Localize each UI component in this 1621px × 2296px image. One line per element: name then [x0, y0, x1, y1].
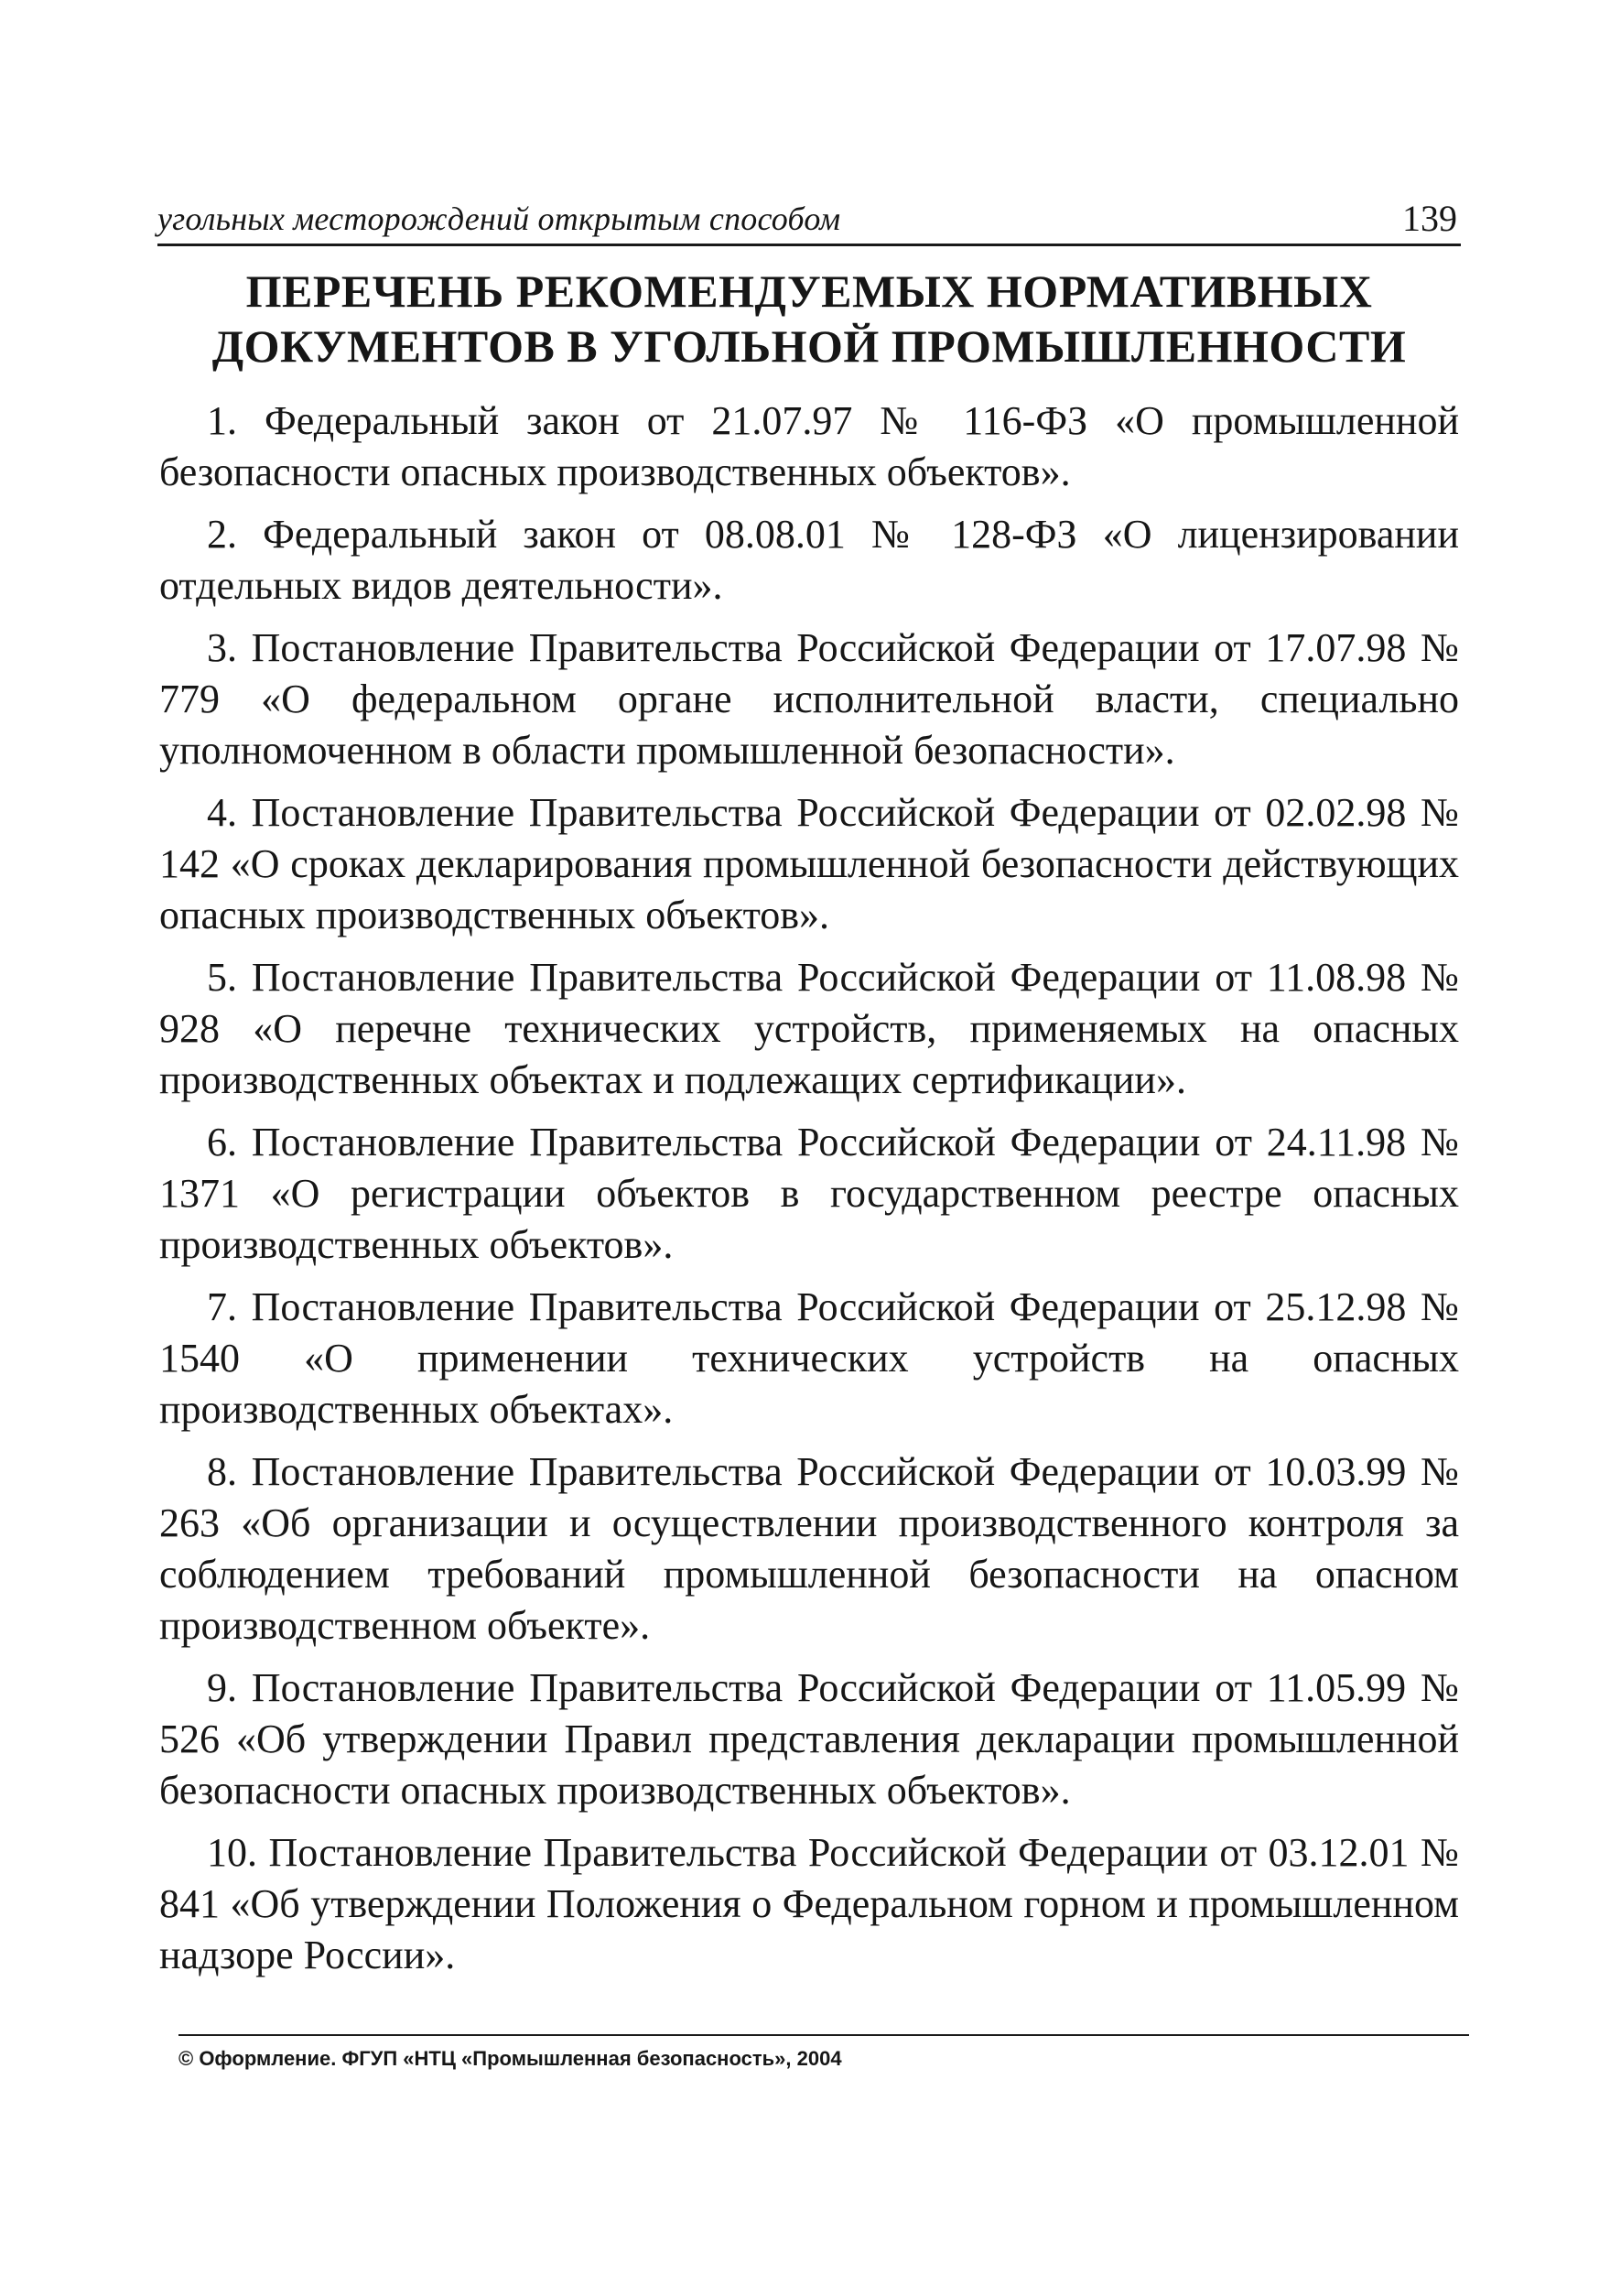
list-item: 9. Постановление Правительства Российской Федерации от 11.05.99 № 526 «Об утверждении Правил представления декларации промышленной безопасности опасных производственных объектов». — [159, 1665, 1459, 1813]
regulation-list — [159, 395, 1459, 1992]
document-title — [157, 264, 1461, 374]
document-title-line-2: ДОКУМЕНТОВ В УГОЛЬНОЙ ПРОМЫШЛЕННОСТИ — [211, 320, 1407, 372]
running-header — [157, 189, 1461, 246]
document-title-line-1: ПЕРЕЧЕНЬ РЕКОМЕНДУЕМЫХ НОРМАТИВНЫХ — [245, 265, 1373, 317]
list-item: 10. Постановление Правительства Российской Федерации от 03.12.01 № 841 «Об утверждении Положения о Федеральном горном и промышленном надзоре России». — [159, 1830, 1459, 1977]
list-item: 2. Федеральный закон от 08.08.01 № 128-ФЗ «О лицензировании отдельных видов деятельности». — [159, 512, 1459, 608]
list-item: 8. Постановление Правительства Российской Федерации от 10.03.99 № 263 «Об организации и осуществлении производственного контроля за соблюдением требований промышленной безопасности на опасном производственном объекте». — [159, 1449, 1459, 1648]
list-item: 6. Постановление Правительства Российской Федерации от 24.11.98 № 1371 «О регистрации объектов в государственном реестре опасных производственных объектов». — [159, 1120, 1459, 1267]
list-item: 4. Постановление Правительства Российской Федерации от 02.02.98 № 142 «О сроках декларирования промышленной безопасности действующих опасных производственных объектов». — [159, 790, 1459, 937]
list-item: 7. Постановление Правительства Российской Федерации от 25.12.98 № 1540 «О применении технических устройств на опасных производственных объектах». — [159, 1284, 1459, 1432]
running-title: угольных месторождений открытым способом — [157, 200, 841, 237]
list-item: 5. Постановление Правительства Российской Федерации от 11.08.98 № 928 «О перечне технических устройств, применяемых на опасных производственных объектах и подлежащих сертификации». — [159, 955, 1459, 1102]
page-number: 139 — [1402, 198, 1457, 239]
list-item: 3. Постановление Правительства Российской Федерации от 17.07.98 № 779 «О федеральном органе исполнительной власти, специально уполномоченном в области промышленной безопасности». — [159, 625, 1459, 773]
list-item: 1. Федеральный закон от 21.07.97 № 116-ФЗ «О промышленной безопасности опасных производственных объектов». — [159, 398, 1459, 494]
copyright-footer: © Оформление. ФГУП «НТЦ «Промышленная безопасность», 2004 — [178, 2034, 1469, 2082]
